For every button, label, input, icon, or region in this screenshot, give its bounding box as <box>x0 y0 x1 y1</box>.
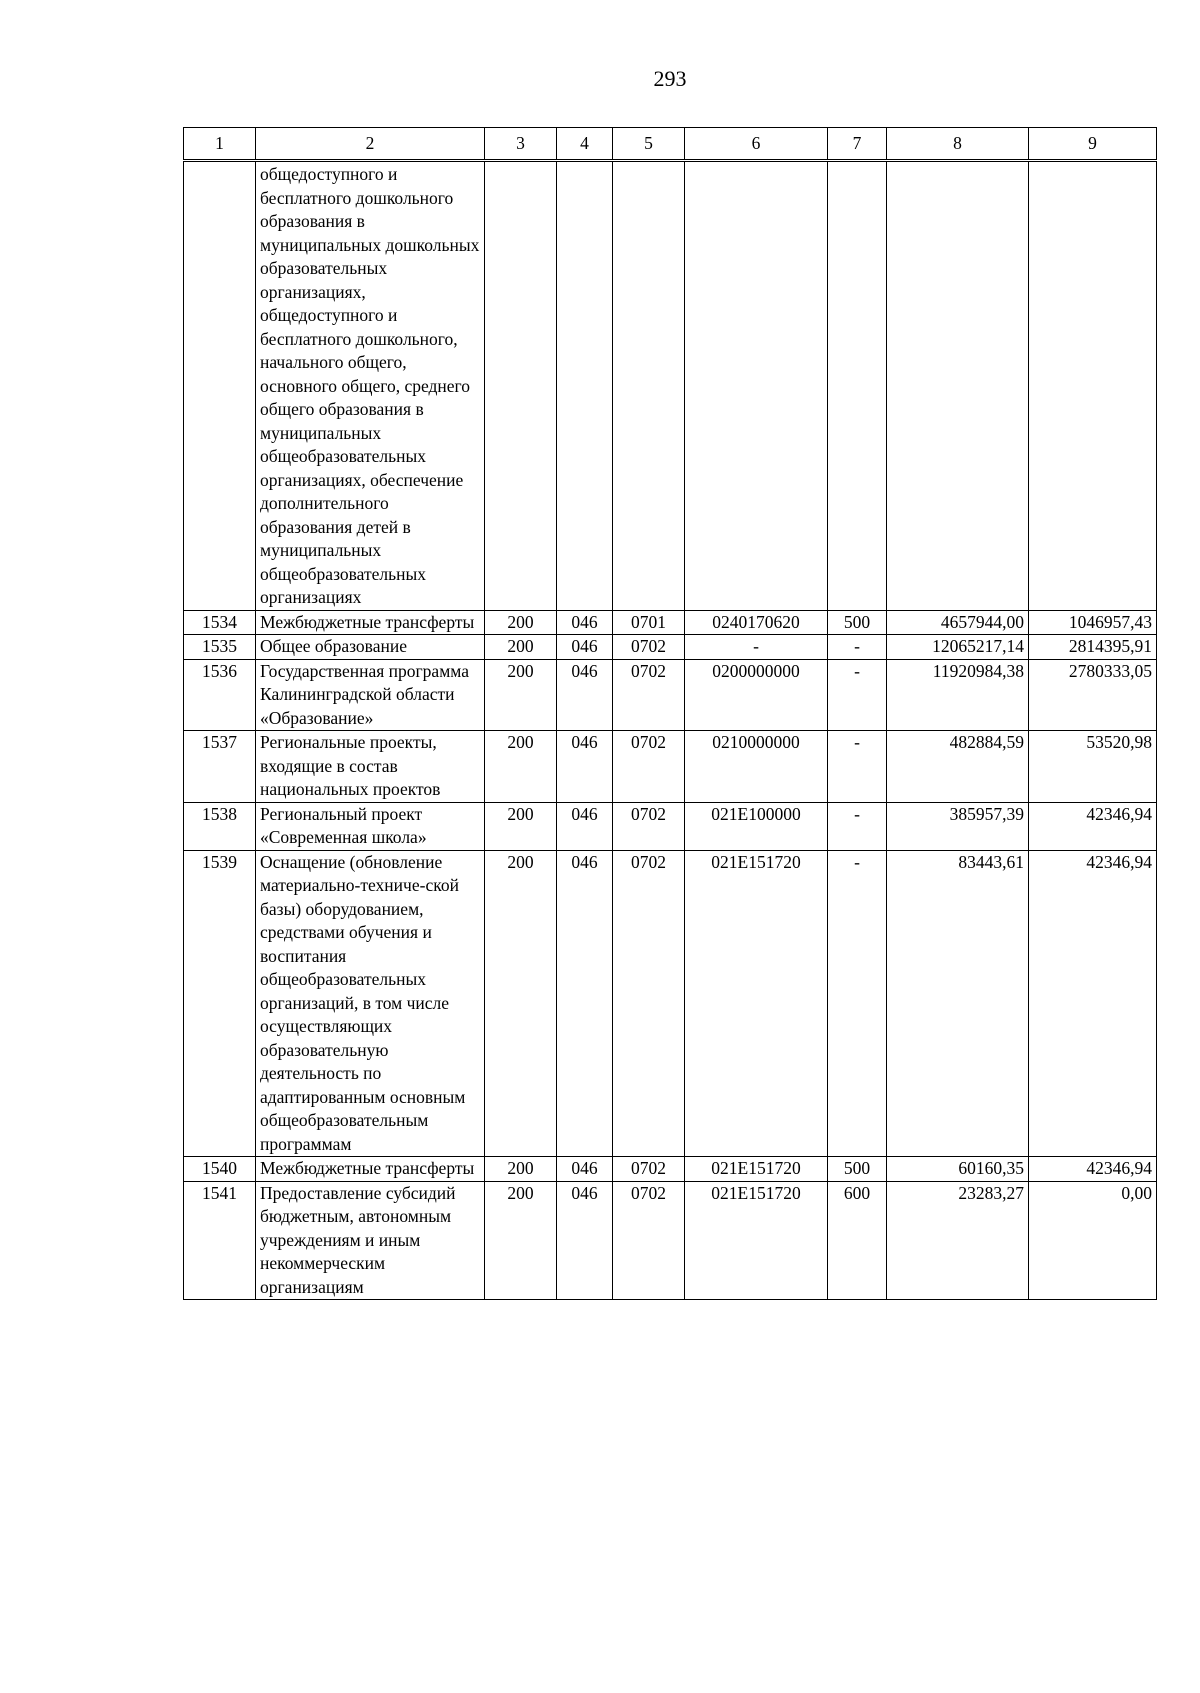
table-row <box>184 610 1157 635</box>
cell-col9: 42346,94 <box>1029 850 1157 1157</box>
cell-col9: 2814395,91 <box>1029 635 1157 660</box>
row-name: общедоступного и бесплатного дошкольного образования в муниципальных дошкольных образовательных организациях, общедоступного и бесплатного дошкольного, начального общего, основного общего, среднего общего образования в муниципальных общеобразовательных организациях, обеспечение дополнительного образования детей в муниципальных общеобразовательных организациях <box>256 161 485 611</box>
table-row <box>184 659 1157 731</box>
row-name: Общее образование <box>256 635 485 660</box>
cell-col6 <box>685 161 828 611</box>
page-number: 293 <box>653 66 687 91</box>
column-header-3: 3 <box>485 128 557 161</box>
cell-col6: 0210000000 <box>685 731 828 803</box>
column-header-5: 5 <box>613 128 685 161</box>
cell-col7: - <box>828 635 887 660</box>
cell-col4: 046 <box>557 802 613 850</box>
cell-col3: 200 <box>485 1181 557 1300</box>
cell-col9: 42346,94 <box>1029 802 1157 850</box>
cell-col6: - <box>685 635 828 660</box>
cell-col3: 200 <box>485 659 557 731</box>
cell-col9: 1046957,43 <box>1029 610 1157 635</box>
cell-col3: 200 <box>485 850 557 1157</box>
cell-col9: 2780333,05 <box>1029 659 1157 731</box>
cell-col5: 0701 <box>613 610 685 635</box>
table-row <box>184 1157 1157 1182</box>
cell-col3 <box>485 161 557 611</box>
row-number: 1536 <box>184 659 256 731</box>
cell-col5: 0702 <box>613 659 685 731</box>
cell-col7: - <box>828 850 887 1157</box>
cell-col8: 11920984,38 <box>887 659 1029 731</box>
cell-col5: 0702 <box>613 635 685 660</box>
table-header-row <box>184 128 1157 161</box>
cell-col7 <box>828 161 887 611</box>
cell-col3: 200 <box>485 610 557 635</box>
cell-col4: 046 <box>557 659 613 731</box>
row-number: 1534 <box>184 610 256 635</box>
cell-col8: 482884,59 <box>887 731 1029 803</box>
cell-col6: 021E151720 <box>685 1157 828 1182</box>
cell-col5: 0702 <box>613 731 685 803</box>
cell-col3: 200 <box>485 635 557 660</box>
cell-col6: 0200000000 <box>685 659 828 731</box>
cell-col3: 200 <box>485 802 557 850</box>
cell-col3: 200 <box>485 1157 557 1182</box>
row-name: Региональные проекты, входящие в состав национальных проектов <box>256 731 485 803</box>
cell-col6: 021E100000 <box>685 802 828 850</box>
row-name: Региональный проект «Современная школа» <box>256 802 485 850</box>
cell-col8: 4657944,00 <box>887 610 1029 635</box>
row-number: 1538 <box>184 802 256 850</box>
row-name: Межбюджетные трансферты <box>256 610 485 635</box>
column-header-1: 1 <box>184 128 256 161</box>
row-number: 1537 <box>184 731 256 803</box>
cell-col6: 021E151720 <box>685 1181 828 1300</box>
table-row <box>184 1181 1157 1300</box>
cell-col7: - <box>828 659 887 731</box>
cell-col4: 046 <box>557 850 613 1157</box>
cell-col9 <box>1029 161 1157 611</box>
cell-col7: 600 <box>828 1181 887 1300</box>
cell-col4 <box>557 161 613 611</box>
cell-col5: 0702 <box>613 1157 685 1182</box>
row-number: 1539 <box>184 850 256 1157</box>
cell-col9: 42346,94 <box>1029 1157 1157 1182</box>
table-row <box>184 731 1157 803</box>
cell-col8: 60160,35 <box>887 1157 1029 1182</box>
row-number: 1541 <box>184 1181 256 1300</box>
cell-col7: 500 <box>828 610 887 635</box>
row-number: 1535 <box>184 635 256 660</box>
table-row <box>184 635 1157 660</box>
cell-col8: 83443,61 <box>887 850 1029 1157</box>
cell-col8: 385957,39 <box>887 802 1029 850</box>
row-number: 1540 <box>184 1157 256 1182</box>
cell-col4: 046 <box>557 1181 613 1300</box>
cell-col4: 046 <box>557 731 613 803</box>
row-number <box>184 161 256 611</box>
cell-col3: 200 <box>485 731 557 803</box>
row-name: Оснащение (обновление материально-техниче-ской базы) оборудованием, средствами обучения и воспитания общеобразовательных организаций, в том числе осуществляющих образовательную деятельность по адаптированным основным общеобразовательным программам <box>256 850 485 1157</box>
column-header-9: 9 <box>1029 128 1157 161</box>
cell-col8: 12065217,14 <box>887 635 1029 660</box>
column-header-7: 7 <box>828 128 887 161</box>
row-name: Межбюджетные трансферты <box>256 1157 485 1182</box>
cell-col5: 0702 <box>613 850 685 1157</box>
cell-col4: 046 <box>557 1157 613 1182</box>
table-row <box>184 850 1157 1157</box>
cell-col4: 046 <box>557 610 613 635</box>
cell-col8 <box>887 161 1029 611</box>
cell-col8: 23283,27 <box>887 1181 1029 1300</box>
row-name: Предоставление субсидий бюджетным, автономным учреждениям и иным некоммерческим организациям <box>256 1181 485 1300</box>
cell-col6: 021E151720 <box>685 850 828 1157</box>
budget-table <box>183 127 1157 1300</box>
table-row <box>184 802 1157 850</box>
table-row <box>184 161 1157 611</box>
column-header-8: 8 <box>887 128 1029 161</box>
cell-col5: 0702 <box>613 802 685 850</box>
cell-col7: 500 <box>828 1157 887 1182</box>
cell-col7: - <box>828 802 887 850</box>
column-header-2: 2 <box>256 128 485 161</box>
cell-col7: - <box>828 731 887 803</box>
cell-col4: 046 <box>557 635 613 660</box>
cell-col5: 0702 <box>613 1181 685 1300</box>
cell-col6: 0240170620 <box>685 610 828 635</box>
cell-col9: 0,00 <box>1029 1181 1157 1300</box>
column-header-6: 6 <box>685 128 828 161</box>
row-name: Государственная программа Калининградской области «Образование» <box>256 659 485 731</box>
column-header-4: 4 <box>557 128 613 161</box>
cell-col5 <box>613 161 685 611</box>
cell-col9: 53520,98 <box>1029 731 1157 803</box>
